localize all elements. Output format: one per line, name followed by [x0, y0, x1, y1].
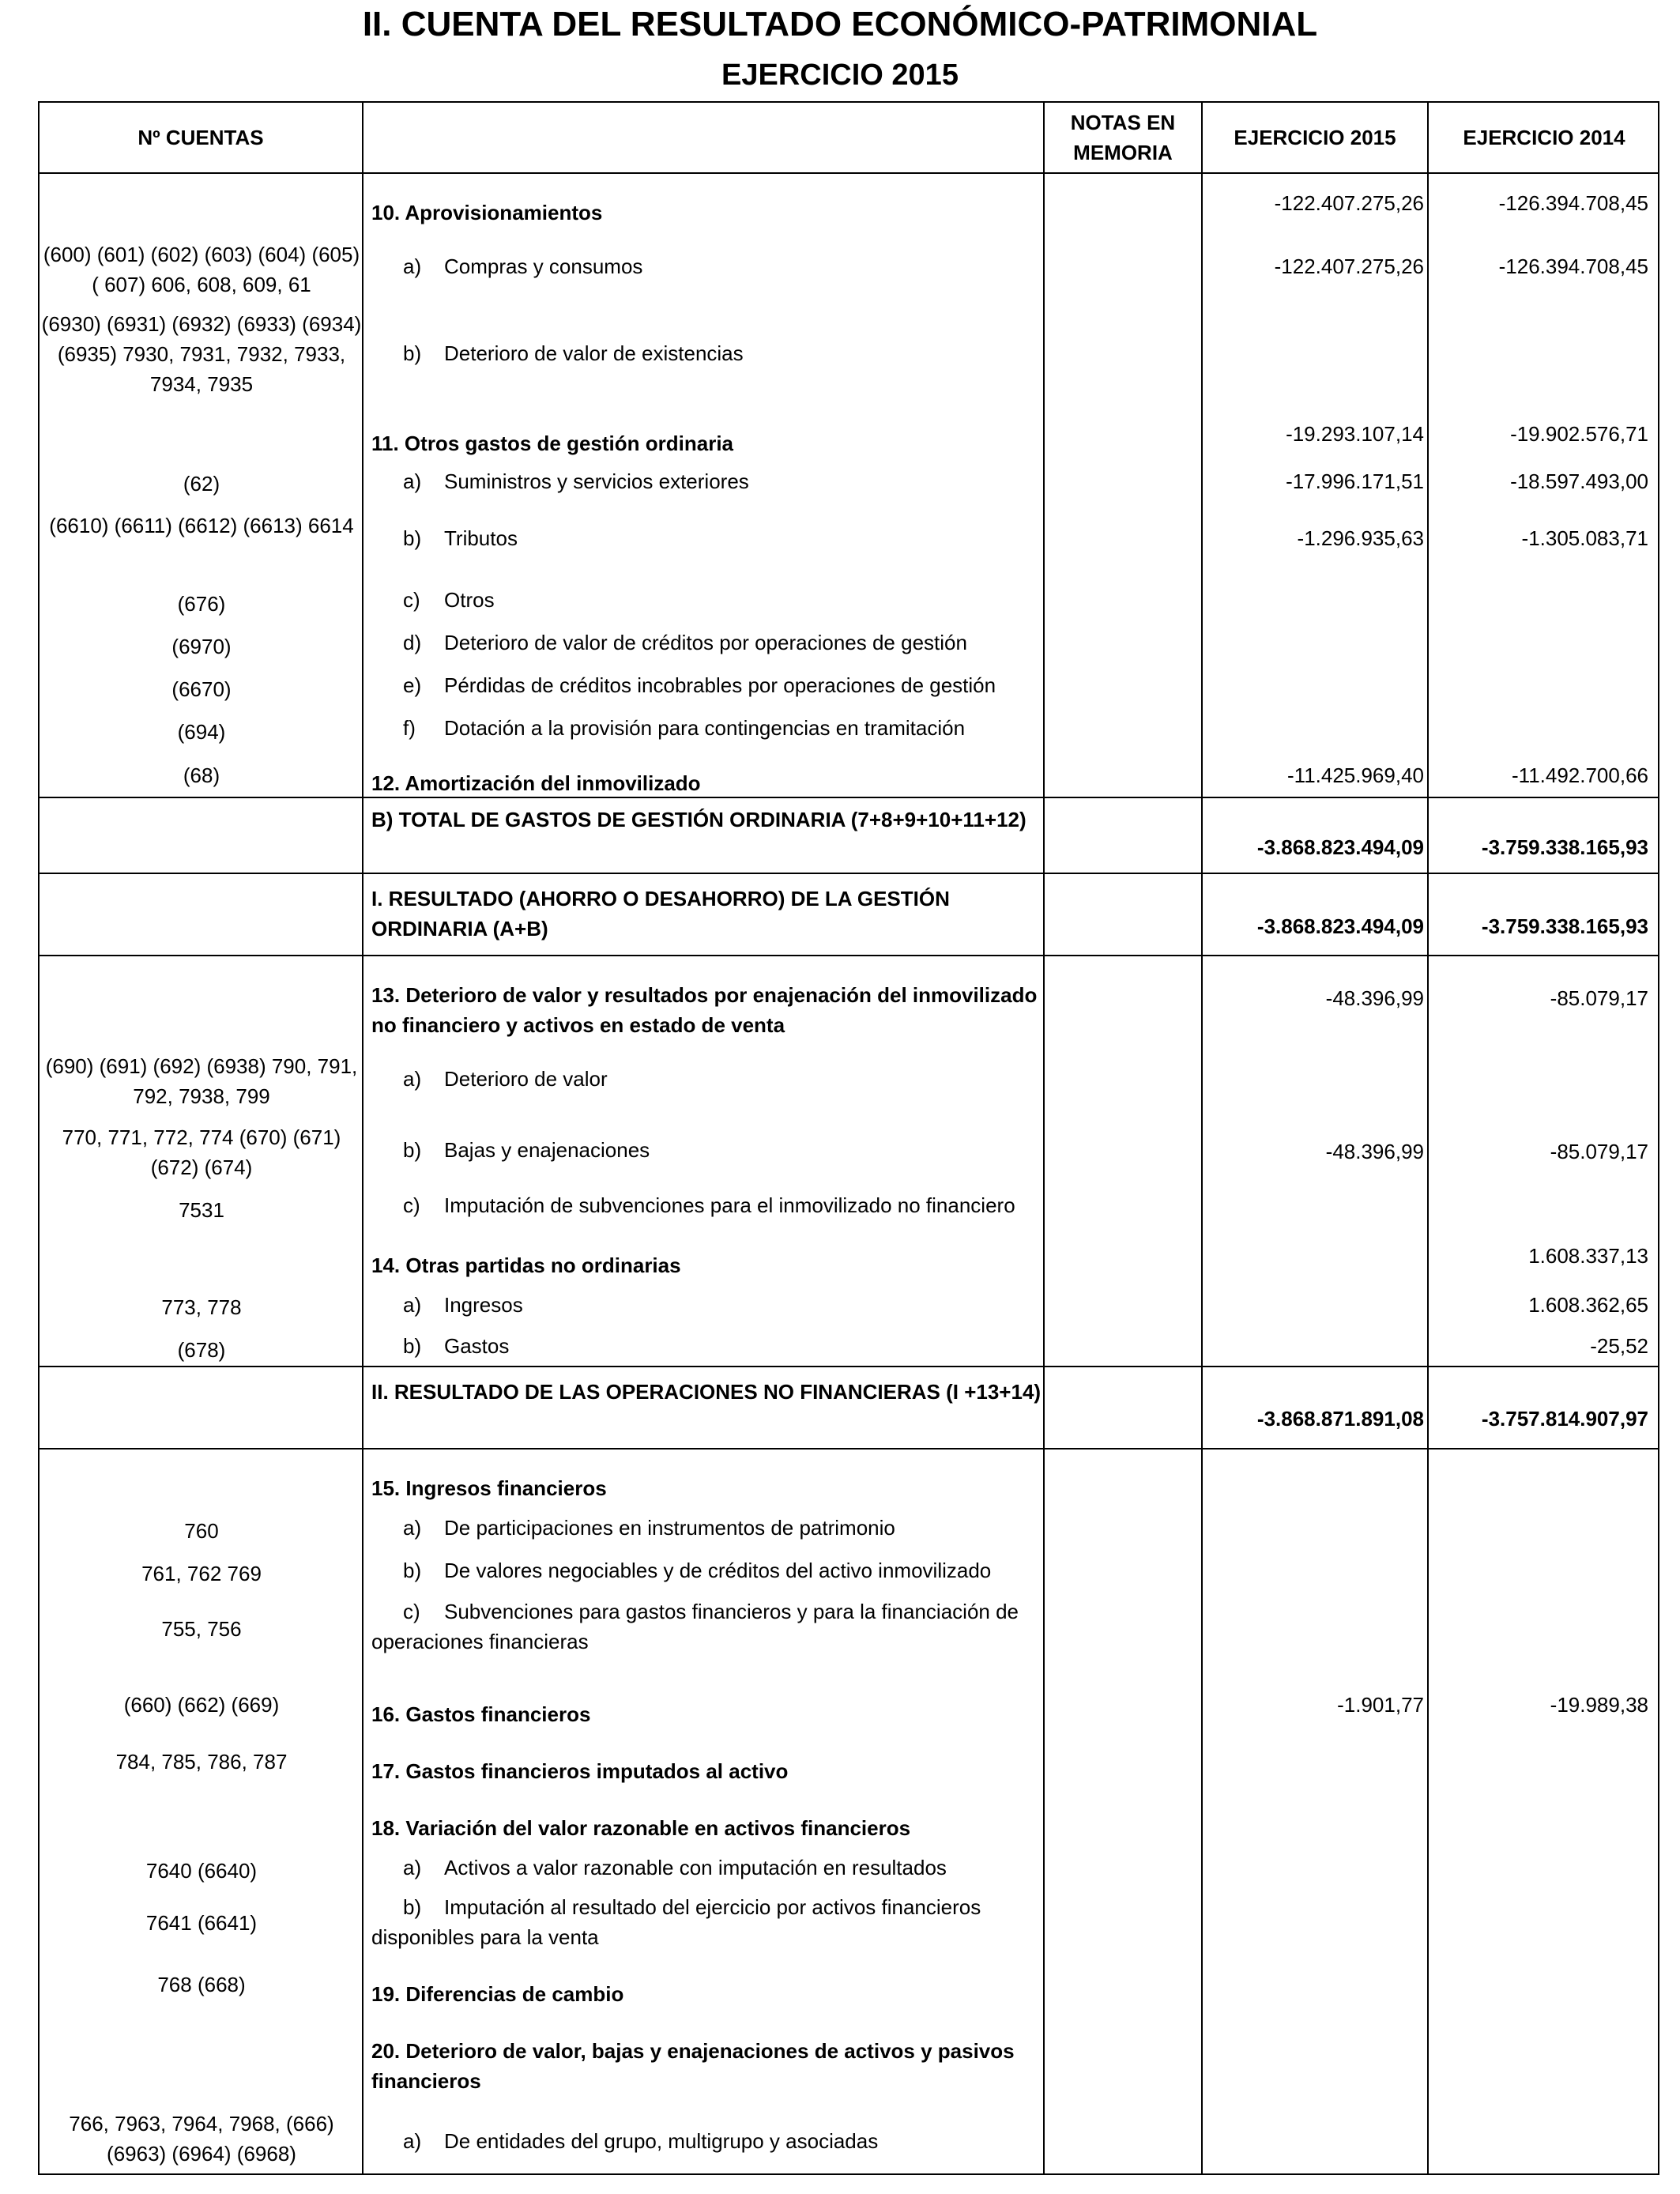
item-text: De participaciones en instrumentos de patrimonio	[444, 1516, 895, 1540]
item-text: Subvenciones para gastos financieros y para la financiación de operaciones financieras	[371, 1600, 1019, 1653]
account-codes: (68)	[183, 763, 220, 787]
item-letter: a)	[403, 1856, 422, 1879]
account-codes: (6670)	[171, 677, 232, 701]
value-2015: -1.296.935,63	[1297, 526, 1424, 550]
value-2014: -19.989,38	[1550, 1693, 1648, 1717]
item-letter: b)	[403, 341, 422, 365]
header-notas-line1: NOTAS EN	[1070, 111, 1176, 134]
row-label: I. RESULTADO (AHORRO O DESAHORRO) DE LA GESTIÓN ORDINARIA (A+B)	[371, 887, 950, 941]
item-text: Pérdidas de créditos incobrables por operaciones de gestión	[444, 673, 996, 697]
row-label	[371, 1853, 1075, 1883]
row-divider	[38, 1366, 1659, 1367]
value-2015: -3.868.823.494,09	[1256, 835, 1424, 859]
value-2014: -126.394.708,45	[1498, 254, 1648, 278]
account-codes: 7531	[179, 1198, 224, 1222]
value-2014: -85.079,17	[1550, 986, 1648, 1010]
row-label: 10. Aprovisionamientos	[371, 201, 603, 224]
row-divider	[38, 955, 1659, 956]
value-2014: -126.394.708,45	[1498, 191, 1648, 215]
account-codes: 768 (668)	[157, 1973, 246, 1996]
row-label	[371, 1892, 1043, 1952]
value-2015: -19.293.107,14	[1286, 422, 1424, 446]
item-text: Bajas y enajenaciones	[444, 1138, 650, 1162]
account-codes: 761, 762 769	[141, 1562, 262, 1585]
row-label	[371, 251, 1075, 281]
account-codes: (678)	[177, 1338, 226, 1362]
item-text: Dotación a la provisión para contingencias en tramitación	[444, 716, 966, 740]
row-label	[371, 1135, 1075, 1165]
item-letter: a)	[403, 1516, 422, 1540]
item-text: Deterioro de valor de existencias	[444, 341, 744, 365]
value-2015: -122.407.275,26	[1274, 191, 1424, 215]
value-2015: -1.901,77	[1337, 1693, 1424, 1717]
account-codes: 760	[184, 1519, 219, 1543]
row-label: II. RESULTADO DE LAS OPERACIONES NO FINANCIERAS (I +13+14)	[371, 1380, 1042, 1404]
row-label	[371, 466, 1075, 496]
row-label	[371, 585, 1075, 615]
account-codes: 770, 771, 772, 774 (670) (671) (672) (674)	[62, 1125, 341, 1179]
row-divider	[38, 172, 1659, 174]
row-label: 14. Otras partidas no ordinarias	[371, 1253, 681, 1277]
item-letter: b)	[403, 1559, 422, 1582]
item-text: Suministros y servicios exteriores	[444, 469, 749, 493]
item-letter: f)	[403, 716, 416, 740]
item-text: De valores negociables y de créditos del activo inmovilizado	[444, 1559, 992, 1582]
value-2014: -3.757.814.907,97	[1481, 1407, 1648, 1431]
row-label: 15. Ingresos financieros	[371, 1476, 607, 1500]
value-2014: -18.597.493,00	[1510, 469, 1648, 493]
row-label	[371, 1555, 1075, 1585]
header-ejercicio-2015: EJERCICIO 2015	[1234, 126, 1396, 149]
row-label	[371, 523, 1075, 553]
row-label: 20. Deterioro de valor, bajas y enajenaciones de activos y pasivos financieros	[371, 2039, 1015, 2093]
header-ejercicio-2014: EJERCICIO 2014	[1463, 126, 1625, 149]
value-2014: -1.305.083,71	[1521, 526, 1648, 550]
row-divider	[38, 873, 1659, 874]
item-text: Imputación de subvenciones para el inmovilizado no financiero	[444, 1193, 1015, 1217]
row-label: B) TOTAL DE GASTOS DE GESTIÓN ORDINARIA (7+8+9+10+11+12)	[371, 808, 1026, 831]
row-label	[371, 1190, 1075, 1220]
item-letter: a)	[403, 1067, 422, 1091]
account-codes: (6610) (6611) (6612) (6613) 6614	[49, 514, 354, 537]
account-codes: (62)	[183, 472, 220, 496]
value-2014: -25,52	[1590, 1334, 1648, 1358]
account-codes: (690) (691) (692) (6938) 790, 791, 792, 7938, 799	[45, 1054, 358, 1108]
item-letter: b)	[403, 1138, 422, 1162]
header-notas	[1045, 107, 1201, 168]
account-codes: (600) (601) (602) (603) (604) (605) ( 607) 606, 608, 609, 61	[43, 243, 360, 296]
item-letter: d)	[403, 631, 422, 654]
account-codes: 766, 7963, 7964, 7968, (666) (6963) (6964) (6968)	[69, 2112, 334, 2166]
value-2014: 1.608.337,13	[1528, 1244, 1648, 1268]
value-2015: -11.425.969,40	[1287, 763, 1424, 787]
account-codes: (676)	[177, 592, 226, 616]
item-letter: a)	[403, 254, 422, 278]
row-label	[371, 1331, 1075, 1361]
item-text: Ingresos	[444, 1293, 523, 1317]
header-cuentas: Nº CUENTAS	[137, 126, 264, 149]
row-label	[371, 1064, 1075, 1094]
item-text: Tributos	[444, 526, 518, 550]
value-2015: -17.996.171,51	[1286, 469, 1424, 493]
row-label: 13. Deterioro de valor y resultados por enajenación del inmovilizado no financiero y activos en estado de venta	[371, 983, 1038, 1037]
item-letter: c)	[403, 1600, 420, 1623]
account-codes: (694)	[177, 720, 226, 744]
item-letter: a)	[403, 1293, 422, 1317]
account-codes: 784, 785, 786, 787	[115, 1750, 288, 1774]
item-text: Activos a valor razonable con imputación en resultados	[444, 1856, 947, 1879]
item-text: Deterioro de valor	[444, 1067, 608, 1091]
account-codes: (660) (662) (669)	[123, 1693, 280, 1717]
row-label	[371, 1596, 1043, 1657]
row-divider	[38, 1448, 1659, 1449]
col-divider	[1427, 101, 1429, 2175]
row-label	[371, 670, 1075, 700]
value-2015: -122.407.275,26	[1274, 254, 1424, 278]
row-label: 12. Amortización del inmovilizado	[371, 771, 701, 795]
item-letter: b)	[403, 526, 422, 550]
value-2015: -48.396,99	[1325, 986, 1424, 1010]
row-label	[371, 2126, 1075, 2156]
page-subtitle: EJERCICIO 2015	[721, 58, 959, 92]
row-label	[371, 628, 1075, 658]
item-letter: a)	[403, 2129, 422, 2153]
row-label: 16. Gastos financieros	[371, 1702, 591, 1726]
account-codes: (6930) (6931) (6932) (6933) (6934) (6935) 7930, 7931, 7932, 7933, 7934, 7935	[41, 312, 362, 396]
col-divider	[1201, 101, 1203, 2175]
item-letter: b)	[403, 1895, 422, 1919]
item-text: Compras y consumos	[444, 254, 643, 278]
item-text: Gastos	[444, 1334, 510, 1358]
row-label: 18. Variación del valor razonable en activos financieros	[371, 1816, 911, 1840]
value-2014: -85.079,17	[1550, 1140, 1648, 1163]
value-2015: -3.868.871.891,08	[1256, 1407, 1424, 1431]
item-letter: c)	[403, 1193, 420, 1217]
item-text: De entidades del grupo, multigrupo y asociadas	[444, 2129, 879, 2153]
item-letter: a)	[403, 469, 422, 493]
row-label	[371, 1290, 1075, 1320]
item-letter: b)	[403, 1334, 422, 1358]
account-codes: (6970)	[171, 635, 232, 658]
row-label	[371, 713, 1075, 743]
item-text: Otros	[444, 588, 495, 612]
value-2014: -11.492.700,66	[1512, 763, 1648, 787]
row-label	[371, 338, 1075, 368]
value-2014: -3.759.338.165,93	[1481, 914, 1648, 938]
row-label	[371, 1513, 1075, 1543]
account-codes: 7641 (6641)	[145, 1911, 258, 1935]
account-codes: 7640 (6640)	[145, 1859, 258, 1883]
value-2015: -48.396,99	[1325, 1140, 1424, 1163]
item-letter: c)	[403, 588, 420, 612]
value-2014: 1.608.362,65	[1528, 1293, 1648, 1317]
row-label: 11. Otros gastos de gestión ordinaria	[371, 432, 734, 455]
value-2014: -19.902.576,71	[1510, 422, 1648, 446]
account-codes: 773, 778	[161, 1295, 242, 1319]
item-text: Imputación al resultado del ejercicio por activos financieros disponibles para la venta	[371, 1895, 981, 1949]
row-label: 19. Diferencias de cambio	[371, 1982, 624, 2006]
row-label: 17. Gastos financieros imputados al activo	[371, 1759, 789, 1783]
page-title: II. CUENTA DEL RESULTADO ECONÓMICO-PATRIMONIAL	[362, 5, 1318, 43]
value-2015: -3.868.823.494,09	[1256, 914, 1424, 938]
value-2014: -3.759.338.165,93	[1481, 835, 1648, 859]
header-notas-line2: MEMORIA	[1073, 141, 1173, 164]
item-text: Deterioro de valor de créditos por operaciones de gestión	[444, 631, 967, 654]
account-codes: 755, 756	[161, 1617, 242, 1641]
item-letter: e)	[403, 673, 422, 697]
